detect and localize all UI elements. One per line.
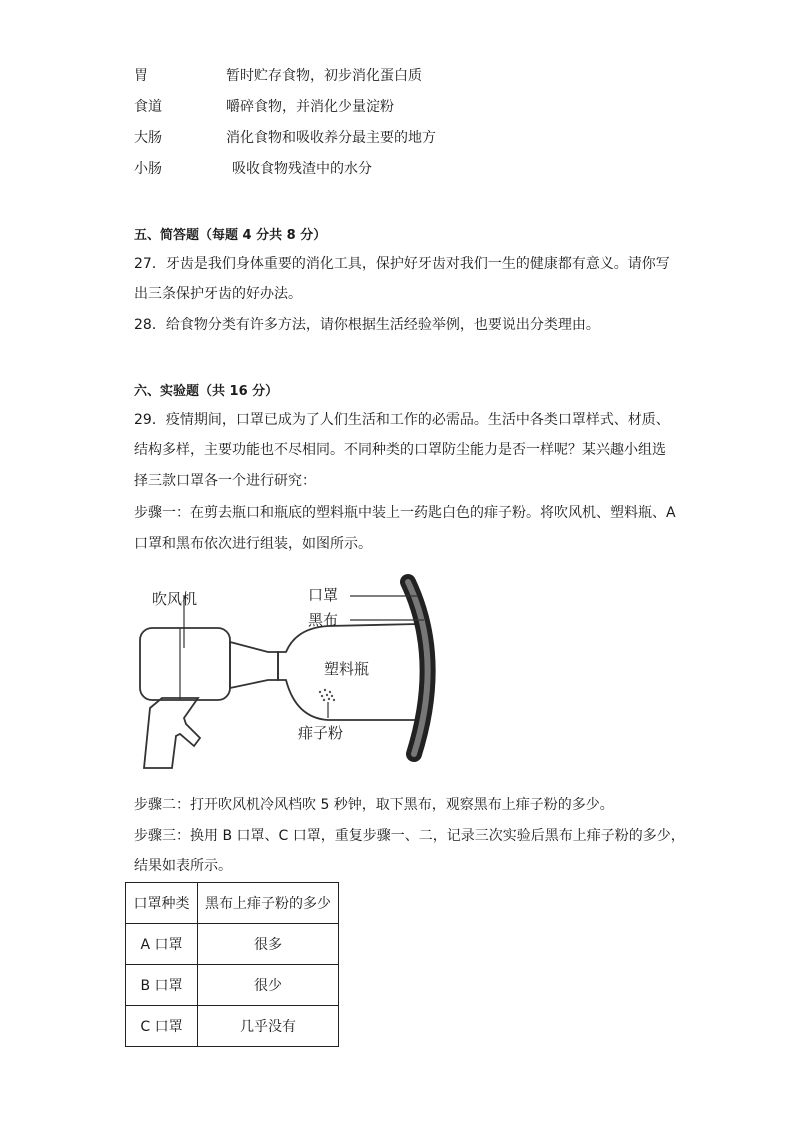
table-row <box>126 924 339 965</box>
table-header-cell: 口罩种类 <box>126 883 198 924</box>
figure-label-mask: 口罩 <box>308 586 339 604</box>
table-cell: 几乎没有 <box>198 1006 339 1047</box>
table-header-row <box>126 883 339 924</box>
section-heading: 五、简答题（每题 4 分共 8 分） <box>134 228 327 243</box>
match-item-right: 嚼碎食物，并消化少量淀粉 <box>226 99 394 115</box>
figure-label-hairdryer: 吹风机 <box>152 590 198 608</box>
question-29-cont: 择三款口罩各一个进行研究： <box>134 473 316 489</box>
hairdryer-handle-icon <box>144 698 200 768</box>
figure-label-powder: 痱子粉 <box>298 724 344 742</box>
figure-label-bottle: 塑料瓶 <box>324 660 370 678</box>
question-28: 28．给食物分类有许多方法，请你根据生活经验举例，也要说出分类理由。 <box>134 317 600 333</box>
match-item-left: 食道 <box>134 99 162 115</box>
results-table <box>125 882 339 1047</box>
question-29-cont: 结构多样，主要功能也不尽相同。不同种类的口罩防尘能力是否一样呢？某兴趣小组选 <box>134 442 666 458</box>
step-1-cont: 口罩和黑布依次进行组装，如图所示。 <box>134 536 372 552</box>
step-3-cont: 结果如表所示。 <box>134 858 232 874</box>
step-1: 步骤一：在剪去瓶口和瓶底的塑料瓶中装上一药匙白色的痱子粉。将吹风机、塑料瓶、A <box>134 505 676 521</box>
powder-icon <box>319 689 335 701</box>
table-cell: A 口罩 <box>126 924 198 965</box>
table-cell: 很多 <box>198 924 339 965</box>
question-29: 29．疫情期间，口罩已成为了人们生活和工作的必需品。生活中各类口罩样式、材质、 <box>134 412 670 428</box>
table-header-cell: 黑布上痱子粉的多少 <box>198 883 339 924</box>
match-item-right: 暂时贮存食物，初步消化蛋白质 <box>226 68 422 84</box>
match-item-left: 大肠 <box>134 130 162 146</box>
match-item-right: 吸收食物残渣中的水分 <box>232 161 372 177</box>
table-row <box>126 1006 339 1047</box>
hairdryer-body-icon <box>140 628 230 700</box>
experiment-figure <box>128 568 468 780</box>
question-27: 27．牙齿是我们身体重要的消化工具，保护好牙齿对我们一生的健康都有意义。请你写 <box>134 256 670 272</box>
table-cell: B 口罩 <box>126 965 198 1006</box>
figure-label-cloth: 黑布 <box>308 611 339 629</box>
table-row <box>126 965 339 1006</box>
step-2: 步骤二：打开吹风机冷风档吹 5 秒钟，取下黑布，观察黑布上痱子粉的多少。 <box>134 797 614 813</box>
table-cell: 很少 <box>198 965 339 1006</box>
match-item-left: 小肠 <box>134 161 162 177</box>
match-item-left: 胃 <box>134 68 148 84</box>
step-3: 步骤三：换用 B 口罩、C 口罩，重复步骤一、二，记录三次实验后黑布上痱子粉的多少， <box>134 828 685 844</box>
match-item-right: 消化食物和吸收养分最主要的地方 <box>226 130 436 146</box>
section-heading: 六、实验题（共 16 分） <box>134 384 279 399</box>
hairdryer-nozzle-icon <box>230 642 278 688</box>
question-27-cont: 出三条保护牙齿的好办法。 <box>134 286 302 302</box>
table-cell: C 口罩 <box>126 1006 198 1047</box>
